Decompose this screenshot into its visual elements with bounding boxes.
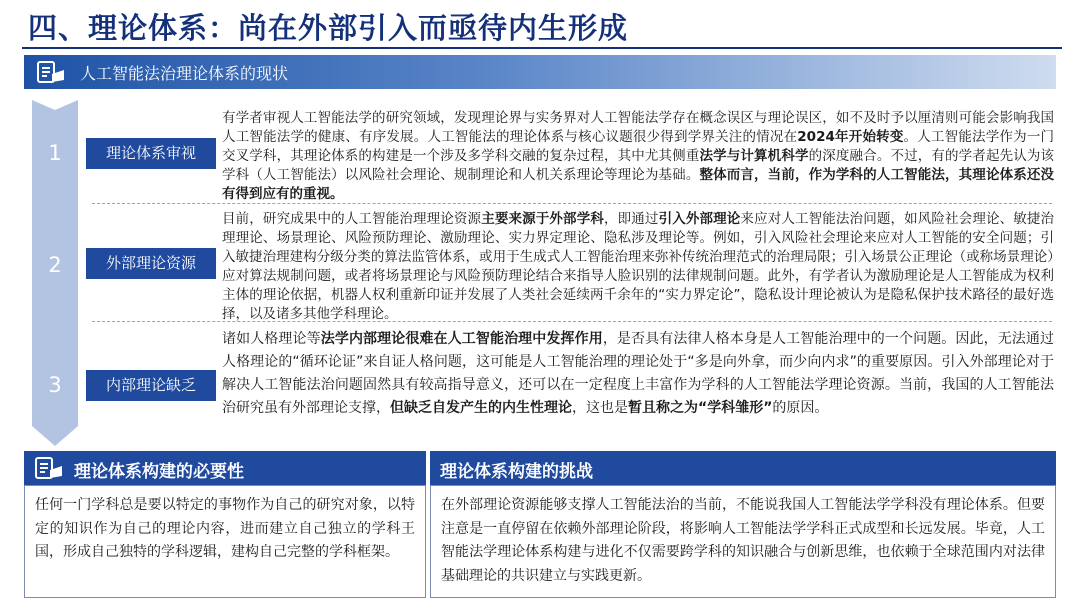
text-segment: 的原因。	[772, 400, 829, 416]
panel-challenge-header	[430, 451, 1056, 485]
title-divider	[22, 47, 1062, 49]
panel-challenge-body	[430, 485, 1056, 598]
text-segment: 整体而言，当前，作为学科的人工智能法，其理论体系还没有得到应有的重视。	[222, 167, 1055, 202]
panel-necessity-title: 理论体系构建的必要性	[74, 462, 244, 482]
panel-necessity-text: 任何一门学科总是要以特定的事物作为自己的研究对象，以特定的知识作为自己的理论内容，进而建立自己独立的学科王国，形成自己独特的学科逻辑，建构自己完整的学科框架。	[35, 497, 415, 560]
section-1-text	[222, 109, 1054, 204]
page-title: 四、理论体系：尚在外部引入而亟待内生形成	[28, 11, 629, 45]
panel-challenge-title: 理论体系构建的挑战	[440, 462, 593, 482]
step-number-2: 2	[48, 253, 62, 277]
band-title: 人工智能法治理论体系的现状	[80, 64, 289, 83]
step-number-1: 1	[48, 141, 62, 165]
text-segment: 诸如人格理论等	[222, 331, 321, 347]
document-icon	[34, 456, 64, 480]
text-segment: 主要来源于外部学科	[481, 211, 604, 227]
text-segment: ，是否具有法律人格本身是人工智能治理中的一个问题。因此，无法通过人格理论的“循环论证”来自证人格问题，这可能是人工智能治理的理论处于“多是向外拿，而少向内求”的重要原因。引入外部理论对于解决人工智能法治问题固然具有较高指导意义，还可以在一定程度上丰富作为学科的人工智能法学理论资源。当前，我国的人工智能法治研究虽有外部理论支撑，	[222, 331, 1055, 416]
text-segment: 的深度融合。不过，有的学者起先认为该学科（人工智能法）以风险社会理论、规制理论和人机关系理论等理论为基础。	[222, 148, 1055, 183]
section-band	[24, 55, 1056, 89]
section-3-text	[222, 328, 1054, 420]
tag-external-resources: 外部理论资源	[86, 248, 216, 279]
section-2-text	[222, 210, 1054, 324]
text-segment: 但缺乏自发产生的内生性理论	[390, 400, 572, 416]
panel-challenge-text: 在外部理论资源能够支撑人工智能法治的当前，不能说我国人工智能法学学科没有理论体系。但要注意是一直停留在依赖外部理论阶段，将影响人工智能法学学科正式成型和长远发展。毕竟，人工智能法学理论体系构建与进化不仅需要跨学科的知识融合与创新思维，也依赖于全球范围内对法律基础理论的共识建立与实践更新。	[441, 497, 1045, 584]
step-number-3: 3	[48, 373, 62, 397]
panel-necessity-body	[24, 485, 426, 598]
section-divider	[92, 203, 1052, 204]
text-segment: 法学与计算机科学	[699, 148, 809, 164]
section-divider	[92, 321, 1052, 322]
panel-necessity-header	[24, 451, 426, 485]
text-segment: 引入外部理论	[658, 211, 741, 227]
text-segment: 法学内部理论很难在人工智能治理中发挥作用	[320, 331, 603, 347]
text-segment: ，这也是	[572, 400, 628, 416]
text-segment: 有学者审视人工智能法学的研究领域，发现理论界与实务界对人工智能法学存在概念误区与理论误区，如不及时予以厘清则可能会影响我国人工智能法学的健康、有序发展。人工智能法的理论体系与核心议题很少得到学界关注的情况在	[222, 110, 1054, 145]
text-segment: 暂且称之为“学科雏形”	[628, 400, 773, 416]
text-segment: 。人工智能法学作为一门交叉学科，其理论体系的构建是一个涉及多学科交融的复杂过程，其中尤其侧重	[222, 129, 1055, 164]
tag-internal-lack: 内部理论缺乏	[86, 370, 216, 401]
text-segment: ，即通过	[603, 211, 659, 227]
text-segment: 2024年开始转变	[797, 129, 904, 145]
text-segment: 来应对人工智能法治问题，如风险社会理论、敏捷治理理论、场景理论、风险预防理论、激励理论、实力界定理论、隐私涉及理论等。例如，引入风险社会理论来应对人工智能的安全问题；引入敏捷治理建构分级分类的算法监管体系，或用于生成式人工智能治理来弥补传统治理范式的治理局限；引入场景公正理论（或称场景理论）应对算法规制问题，或者将场景理论与风险预防理论结合来指导人脸识别的法律规制问题。此外，有学者认为激励理论是人工智能成为权利主体的理论依据，机器人权利重新印证并发展了人类社会延续两千余年的“实力界定论”，隐私设计理论被认为是隐私保护技术路径的最好选择，以及诸多其他学科理论。	[222, 211, 1055, 322]
document-icon	[36, 60, 66, 84]
text-segment: 目前，研究成果中的人工智能治理理论资源	[222, 211, 482, 227]
tag-theory-review: 理论体系审视	[86, 138, 216, 169]
